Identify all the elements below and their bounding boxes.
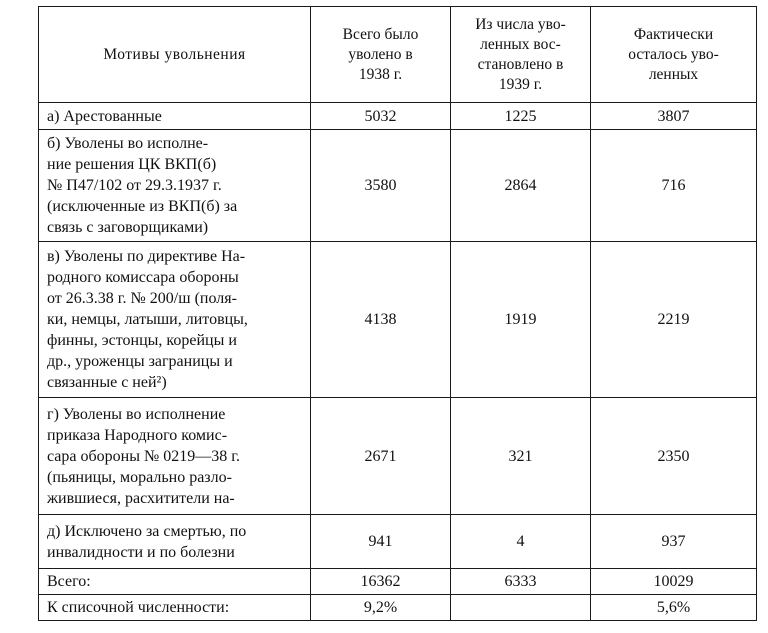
row-remaining: 716	[591, 130, 757, 242]
row-dismissed: 941	[311, 515, 451, 569]
table-row	[39, 242, 757, 398]
row-motive: в) Уволены по директиве На- родного комиссара обороны от 26.3.38 г. № 200/ш (поля- ки, немцы, латыши, литовцы, финны, эстонцы, корейцы и др., уроженцы заграницы и связанные с ней²)	[39, 242, 311, 398]
row-motive: г) Уволены во исполнение приказа Народного комис- сара обороны № 0219—38 г. (пьяницы, морально разло- жившиеся, расхитители на-	[39, 398, 311, 515]
row-restored: 1225	[451, 103, 591, 130]
row-remaining: 2219	[591, 242, 757, 398]
header-dismissed: Всего было уволено в 1938 г.	[311, 7, 451, 103]
total-restored: 6333	[451, 569, 591, 595]
row-remaining: 937	[591, 515, 757, 569]
ratio-label: К списочной численности:	[39, 595, 311, 621]
ratio-dismissed: 9,2%	[311, 595, 451, 621]
dismissals-table	[38, 6, 757, 621]
row-motive: а) Арестованные	[39, 103, 311, 130]
row-restored: 1919	[451, 242, 591, 398]
header-restored: Из числа уво- ленных вос- становлено в 1939 г.	[451, 7, 591, 103]
row-motive: д) Исключено за смертью, по инвалидности и по болезни	[39, 515, 311, 569]
header-motive: Мотивы увольнения	[39, 7, 311, 103]
row-restored: 2864	[451, 130, 591, 242]
row-remaining: 3807	[591, 103, 757, 130]
ratio-restored	[451, 595, 591, 621]
ratio-row	[39, 595, 757, 621]
header-remaining: Фактически осталось уво- ленных	[591, 7, 757, 103]
row-dismissed: 5032	[311, 103, 451, 130]
table-row	[39, 103, 757, 130]
row-restored: 4	[451, 515, 591, 569]
total-label: Всего:	[39, 569, 311, 595]
row-restored: 321	[451, 398, 591, 515]
row-dismissed: 3580	[311, 130, 451, 242]
total-dismissed: 16362	[311, 569, 451, 595]
table-row	[39, 398, 757, 515]
total-remaining: 10029	[591, 569, 757, 595]
table-row	[39, 515, 757, 569]
total-row	[39, 569, 757, 595]
table-row	[39, 130, 757, 242]
row-remaining: 2350	[591, 398, 757, 515]
row-dismissed: 2671	[311, 398, 451, 515]
ratio-remaining: 5,6%	[591, 595, 757, 621]
header-row	[39, 7, 757, 103]
document-page	[38, 6, 756, 626]
row-motive: б) Уволены во исполне- ние решения ЦК ВКП(б) № П47/102 от 29.3.1937 г. (исключенные из ВКП(б) за связь с заговорщиками)	[39, 130, 311, 242]
row-dismissed: 4138	[311, 242, 451, 398]
